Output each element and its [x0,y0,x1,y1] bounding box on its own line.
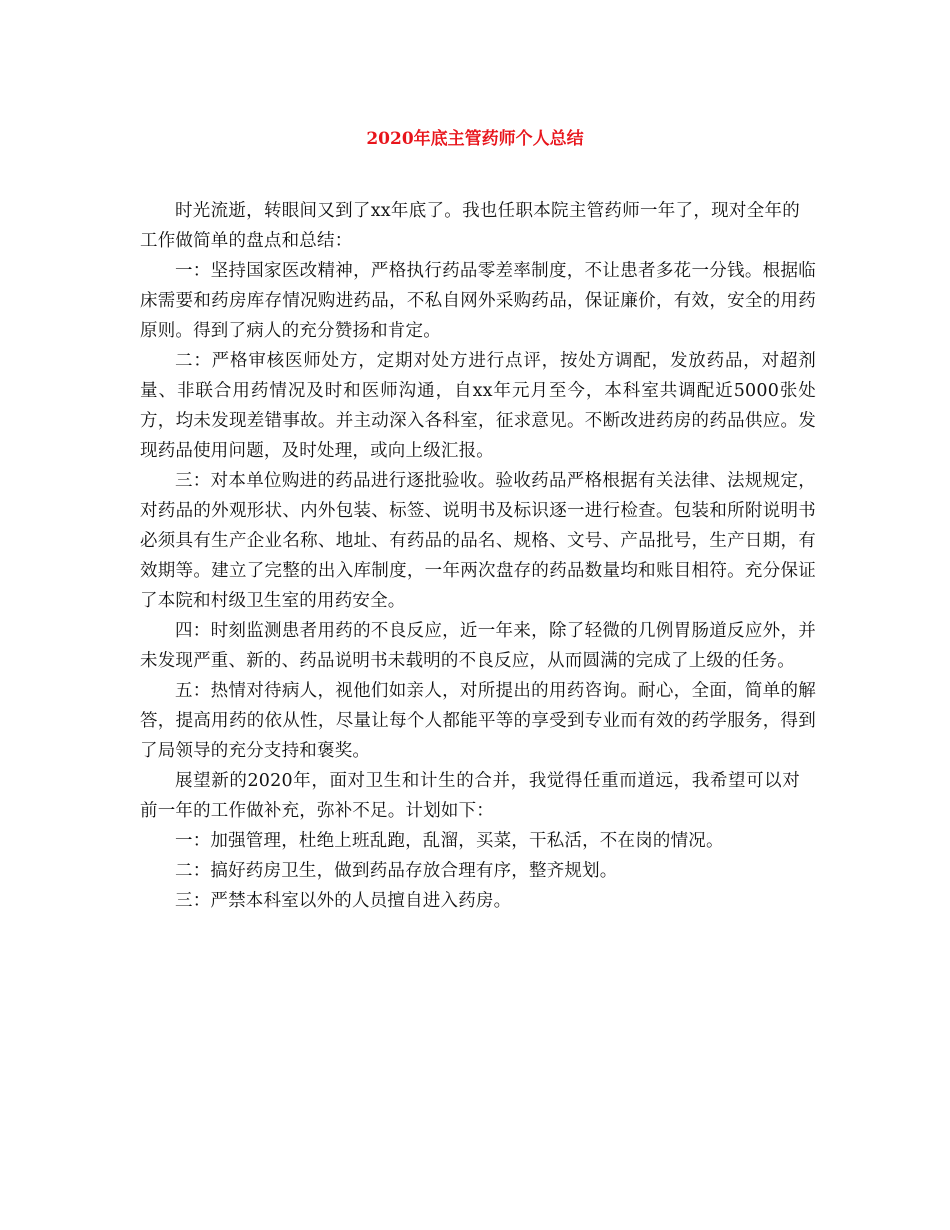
paragraph-outlook: 展望新的2020年，面对卫生和计生的合并，我觉得任重而道远，我希望可以对前一年的工作做补充，弥补不足。计划如下： [140,771,800,821]
paragraph-plan-3: 三：严禁本科室以外的人员擅自进入药房。 [175,891,512,911]
paragraph-item-4: 四：时刻监测患者用药的不良反应，近一年来，除了轻微的几例胃肠道反应外，并未发现严重、新的、药品说明书未载明的不良反应，从而圆满的完成了上级的任务。 [140,621,816,671]
paragraph-item-1: 一：坚持国家医改精神，严格执行药品零差率制度，不让患者多花一分钱。根据临床需要和药房库存情况购进药品，不私自网外采购药品，保证廉价，有效，安全的用药原则。得到了病人的充分赞扬和肯定。 [140,261,816,341]
paragraph-item-3: 三：对本单位购进的药品进行逐批验收。验收药品严格根据有关法律、法规规定，对药品的外观形状、内外包装、标签、说明书及标识逐一进行检查。包装和所附说明书必须具有生产企业名称、地址、有药品的品名、规格、文号、产品批号，生产日期，有效期等。建立了完整的出入库制度，一年两次盘存的药品数量均和账目相符。充分保证了本院和村级卫生室的用药安全。 [140,471,816,611]
paragraph-plan-2: 二：搞好药房卫生，做到药品存放合理有序，整齐规划。 [175,861,618,881]
document-body [140,196,816,916]
paragraph-intro: 时光流逝，转眼间又到了xx年底了。我也任职本院主管药师一年了，现对全年的工作做简单的盘点和总结： [140,201,800,251]
paragraph-item-2: 二：严格审核医师处方，定期对处方进行点评，按处方调配，发放药品，对超剂量、非联合用药情况及时和医师沟通，自xx年元月至今，本科室共调配近5000张处方，均未发现差错事故。并主动深入各科室，征求意见。不断改进药房的药品供应。发现药品使用问题，及时处理，或向上级汇报。 [140,351,816,461]
paragraph-plan-1: 一：加强管理，杜绝上班乱跑，乱溜，买菜，干私活，不在岗的情况。 [175,831,724,851]
paragraph-item-5: 五：热情对待病人，视他们如亲人，对所提出的用药咨询。耐心，全面，简单的解答，提高用药的依从性，尽量让每个人都能平等的享受到专业而有效的药学服务，得到了局领导的充分支持和褒奖。 [140,681,816,761]
document-title: 2020年底主管药师个人总结 [366,129,584,149]
